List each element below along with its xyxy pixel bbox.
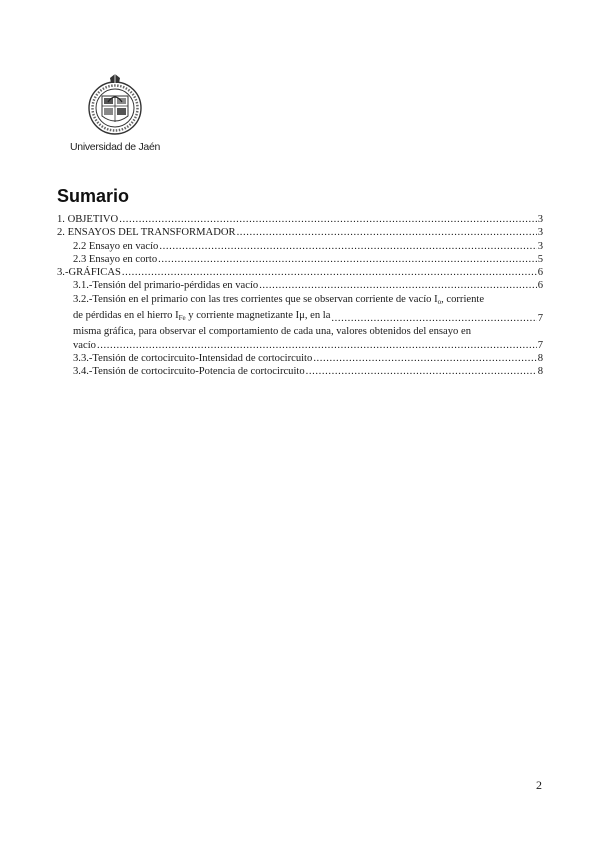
toc-entry-graficas[interactable] xyxy=(57,266,543,279)
toc-entry-title: 3.4.-Tensión de cortocircuito-Potencia de cortocircuito xyxy=(73,366,305,378)
toc-page-number: 3 xyxy=(537,227,543,239)
toc-dot-leader xyxy=(159,240,536,253)
toc-entry-title: 2. ENSAYOS DEL TRANSFORMADOR xyxy=(57,227,236,239)
toc-entry-objetivo[interactable] xyxy=(57,213,543,226)
toc-dot-leader xyxy=(119,213,536,226)
toc-page-number: 7 xyxy=(537,313,543,325)
page-number: 2 xyxy=(536,778,542,792)
toc-dot-leader xyxy=(331,312,536,325)
toc-entry-ensayo-corto[interactable] xyxy=(57,253,543,266)
toc-dot-leader xyxy=(306,365,537,378)
toc-page-number: 7 xyxy=(537,339,543,351)
toc-dot-leader xyxy=(313,352,536,365)
toc-entry-title: 3.3.-Tensión de cortocircuito-Intensidad de cortocircuito xyxy=(73,352,313,364)
toc-page-number: 6 xyxy=(537,267,543,279)
toc-dot-leader xyxy=(122,266,537,279)
toc-entry-line: vacío ..... 7 xyxy=(73,339,543,352)
toc-page-number: 5 xyxy=(537,253,543,265)
toc-entry-title: 3.1.-Tensión del primario-pérdidas en vacío xyxy=(73,280,259,292)
university-seal-icon xyxy=(86,74,144,138)
toc-entry-line: de pérdidas en el hierro $I_{Fe}$ y corriente magnetizante Iμ, en la ..... 7 xyxy=(73,309,543,325)
toc-page-number: 8 xyxy=(537,366,543,378)
toc-page-number: 3 xyxy=(537,240,543,252)
toc-entry-tres-corrientes[interactable] xyxy=(57,293,543,352)
toc-entry-title: 2.3 Ensayo en corto xyxy=(73,253,158,265)
toc-entry-cortocircuito-intensidad[interactable] xyxy=(57,352,543,365)
toc-entry-title: 3.-GRÁFICAS xyxy=(57,267,121,279)
toc-page-number: 8 xyxy=(537,352,543,364)
table-of-contents xyxy=(57,213,543,379)
toc-page-number: 6 xyxy=(537,280,543,292)
toc-dot-leader xyxy=(97,339,537,352)
toc-entry-title: 1. OBJETIVO xyxy=(57,214,119,225)
toc-entry-line: misma gráfica, para observar el comportamiento de cada una, valores obtenidos del ensayo en xyxy=(73,326,471,338)
toc-entry-ensayo-vacio[interactable] xyxy=(57,240,543,253)
toc-dot-leader xyxy=(158,253,537,266)
institution-name: Universidad de Jaén xyxy=(70,141,161,153)
toc-entry-tension-perdidas[interactable] xyxy=(57,279,543,292)
toc-dot-leader xyxy=(259,279,537,292)
toc-entry-line: 3.2.-Tensión en el primario con las tres corrientes que se observan corriente de vacío $I_o$, corriente xyxy=(73,293,485,306)
toc-page-number: 3 xyxy=(537,214,543,225)
toc-dot-leader xyxy=(237,226,537,239)
toc-entry-title: 2.2 Ensayo en vacío xyxy=(73,240,159,252)
toc-entry-cortocircuito-potencia[interactable] xyxy=(57,365,543,378)
page-title: Sumario xyxy=(57,186,130,206)
toc-entry-ensayos[interactable] xyxy=(57,226,543,239)
